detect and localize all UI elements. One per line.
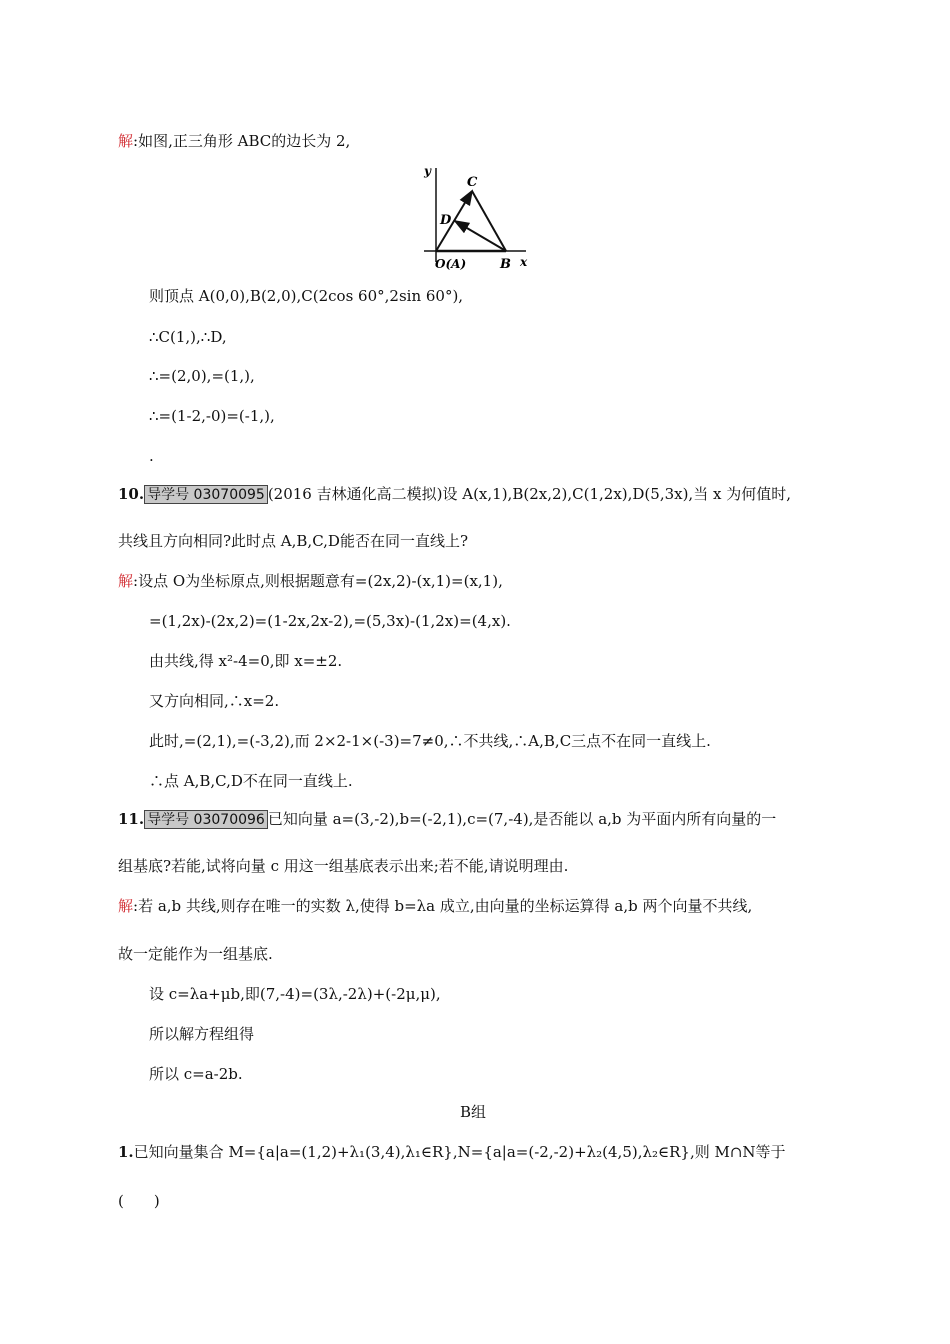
problem-text: 共线且方向相同?此时点 A,B,C,D能否在同一直线上? [118, 532, 468, 550]
problem-B1 [118, 1145, 786, 1160]
label-O: O(A) [435, 257, 467, 270]
solution-line: 故一定能作为一组基底. [118, 945, 273, 963]
label-B: B [500, 257, 511, 270]
label-y: y [424, 164, 431, 178]
problem-tag[interactable]: 导学号 03070095 [144, 485, 268, 504]
problem-text: (2016 吉林通化高二模拟)设 A(x,1),B(2x,2),C(1,2x),D(5,3x),当 x 为何值时, [267, 485, 791, 503]
problem-text: 已知向量 a=(3,-2),b=(-2,1),c=(7,-4),是否能以 a,b 为平面内所有向量的一 [267, 810, 777, 828]
solution-line: 则顶点 A(0,0),B(2,0),C(2cos 60°,2sin 60°), [149, 287, 464, 305]
problem-tag[interactable]: 导学号 03070096 [144, 810, 268, 829]
solution-line: ∴点 A,B,C,D不在同一直线上. [149, 772, 353, 790]
problem-text: 组基底?若能,试将向量 c 用这一组基底表示出来;若不能,请说明理由. [118, 857, 569, 875]
solution-text: :如图,正三角形 ABC的边长为 2, [133, 132, 351, 150]
solution-line [118, 899, 752, 914]
jie-label: 解 [118, 572, 134, 590]
solution-line: 所以解方程组得 [149, 1025, 255, 1043]
answer-blank: ( ) [118, 1192, 160, 1210]
problem-10 [118, 485, 791, 504]
solution-line: ∴C(1,),∴D, [149, 328, 227, 346]
solution-line: 由共线,得 x²-4=0,即 x=±2. [149, 652, 343, 670]
solution-line: 设 c=λa+μb,即(7,-4)=(3λ,-2λ)+(-2μ,μ), [149, 985, 441, 1003]
triangle-figure [418, 164, 536, 270]
label-x: x [520, 255, 528, 269]
problem-11 [118, 810, 776, 829]
label-D: D [440, 213, 452, 228]
solution-line: ∴=(2,0),=(1,), [149, 367, 255, 385]
problem-number: 11. [118, 810, 145, 828]
solution-line: 此时,=(2,1),=(-3,2),而 2×2-1×(-3)=7≠0,∴不共线,∴A,B,C三点不在同一直线上. [149, 732, 711, 750]
solution-line: . [149, 447, 154, 465]
solution-line: ∴=(1-2,-0)=(-1,), [149, 407, 275, 425]
jie-label: 解 [118, 132, 134, 150]
problem-number: 10. [118, 485, 145, 503]
solution-line [118, 134, 350, 149]
label-C: C [467, 175, 478, 190]
solution-line [118, 574, 503, 589]
solution-text: :设点 O为坐标原点,则根据题意有=(2x,2)-(x,1)=(x,1), [133, 572, 503, 590]
problem-text: 已知向量集合 M={a|a=(1,2)+λ₁(3,4),λ₁∈R},N={a|a=(-2,-2)+λ₂(4,5),λ₂∈R},则 M∩N等于 [133, 1143, 786, 1161]
solution-line: 又方向相同,∴x=2. [149, 692, 280, 710]
solution-line: 所以 c=a-2b. [149, 1065, 243, 1083]
section-heading: B组 [460, 1103, 487, 1121]
solution-line: =(1,2x)-(2x,2)=(1-2x,2x-2),=(5,3x)-(1,2x)=(4,x). [149, 612, 511, 630]
problem-number: 1. [118, 1143, 134, 1161]
jie-label: 解 [118, 897, 134, 915]
solution-text: :若 a,b 共线,则存在唯一的实数 λ,使得 b=λa 成立,由向量的坐标运算得 a,b 两个向量不共线, [133, 897, 753, 915]
